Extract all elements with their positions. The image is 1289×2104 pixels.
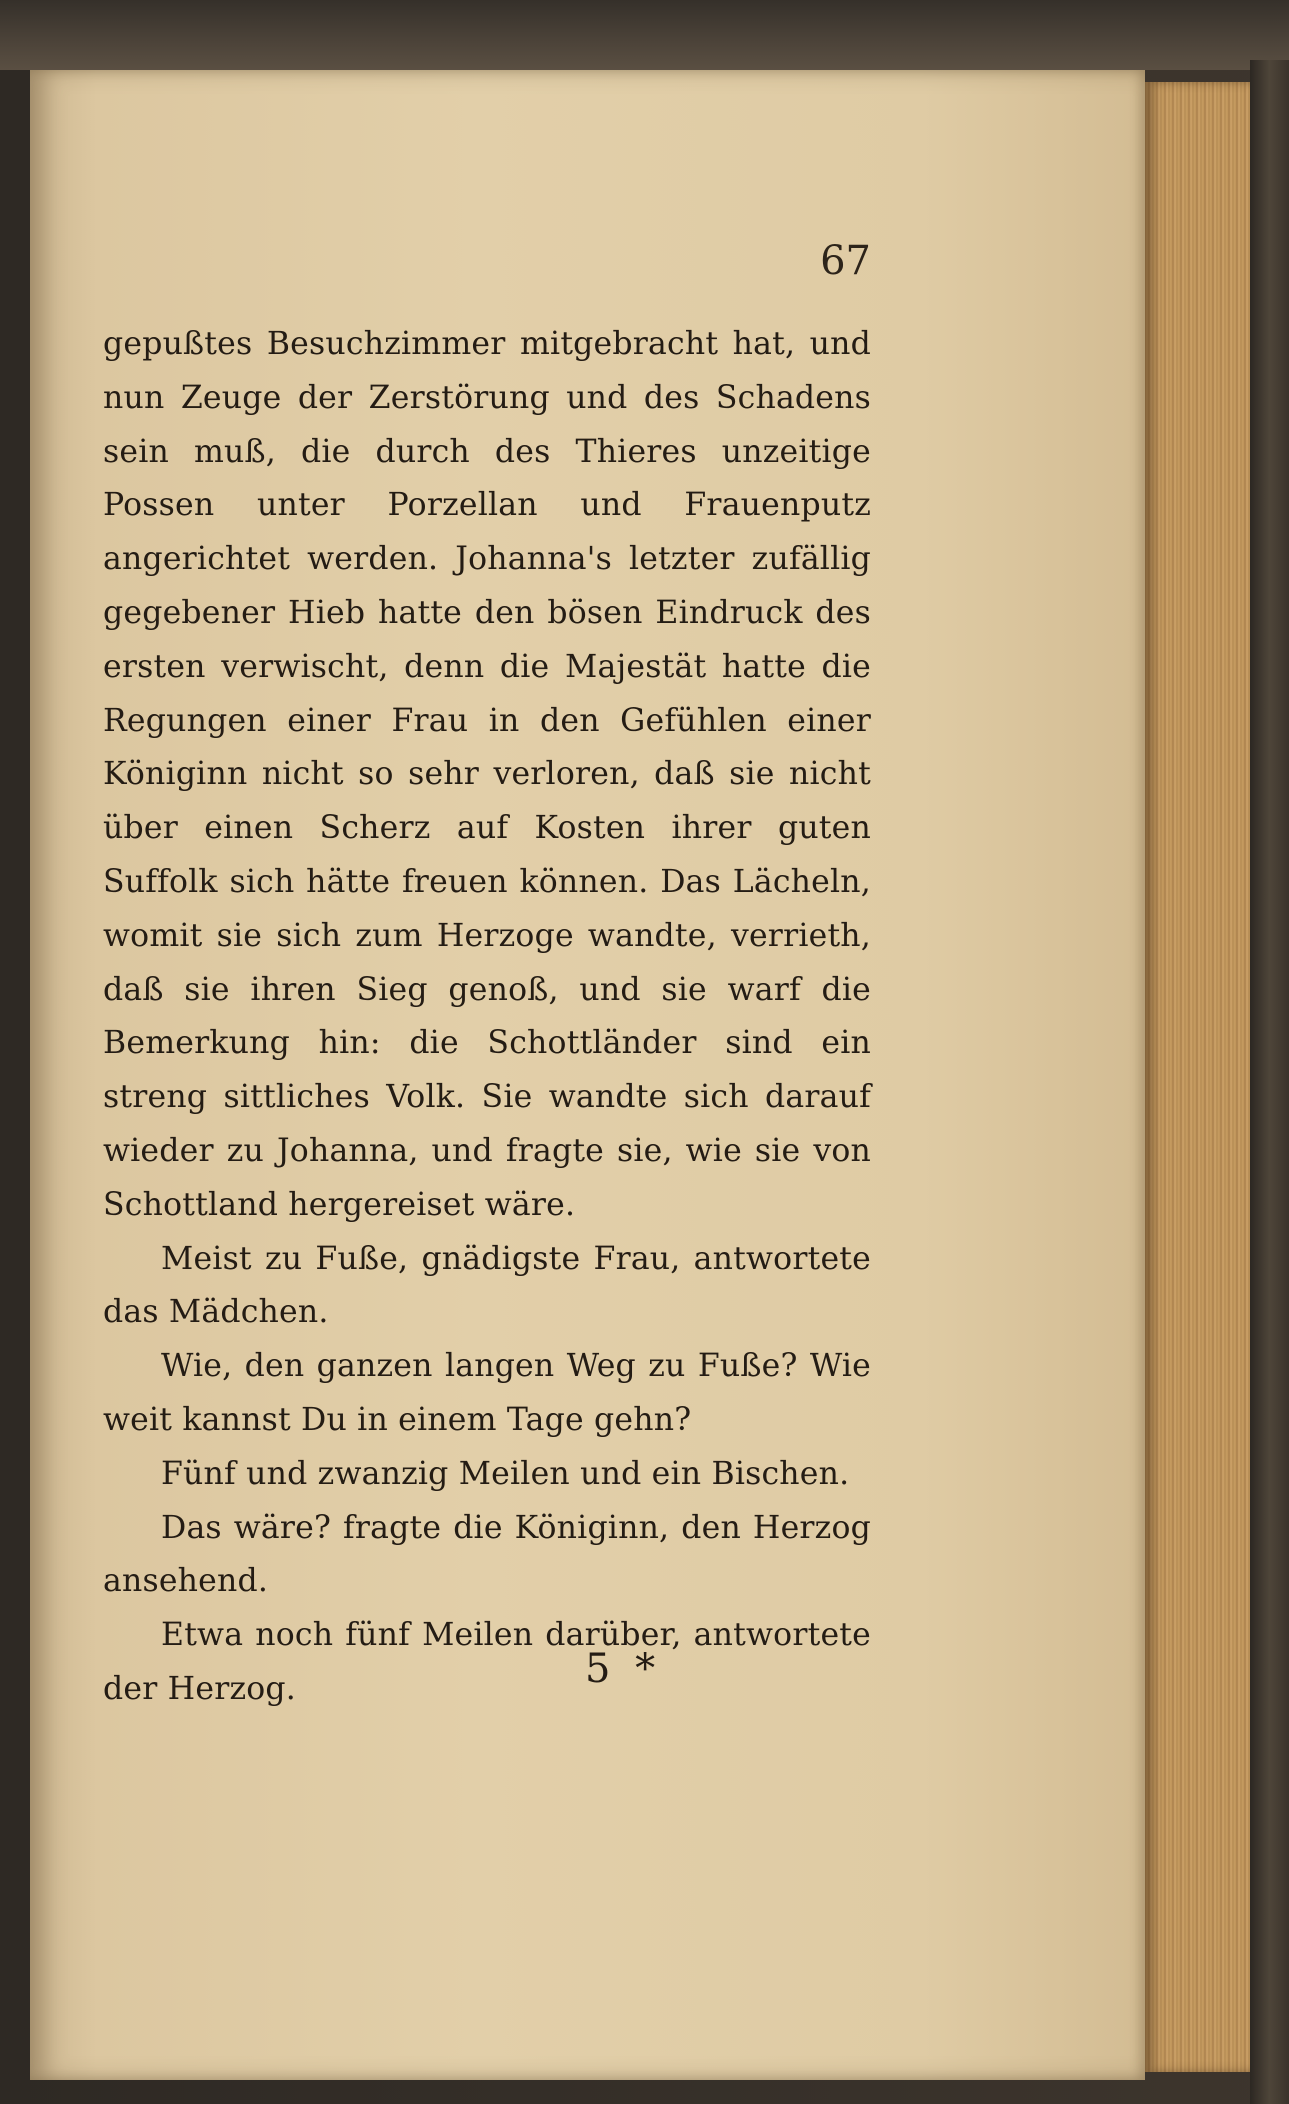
paragraph: gepußtes Besuchzimmer mitgebracht hat, und nun Zeuge der Zerstörung und des Schadens sein muß, die durch des Thieres unzeitige Possen unter Porzellan und Frauenputz angerichtet werden. Johanna's letzter zufällig gegebener Hieb hatte den bösen Eindruck des ersten verwischt, denn die Majestät hatte die Regungen einer Frau in den Gefühlen einer Königinn nicht so sehr verloren, daß sie nicht über einen Scherz auf Kosten ihrer guten Suffolk sich hätte freuen können. Das Lächeln, womit sie sich zum Herzoge wandte, verrieth, daß sie ihren Sieg genoß, und sie warf die Bemerkung hin: die Schottländer sind ein streng sittliches Volk. Sie wandte sich darauf wieder zu Johanna, und fragte sie, wie sie von Schottland hergereiset wäre. — [103, 326, 871, 1223]
printer-signature-mark: 5 * — [585, 1646, 662, 1692]
book-cover-edge — [0, 0, 1289, 70]
page-edges — [1145, 82, 1250, 2072]
paragraph: Meist zu Fuße, gnädigste Frau, antwortete das Mädchen. — [103, 1240, 871, 1331]
paragraph: Etwa noch fünf Meilen darüber, antwortete der Herzog. — [103, 1617, 871, 1707]
book-cover-right — [1250, 60, 1289, 2104]
paragraph: Fünf und zwanzig Meilen und ein Bischen. — [161, 1455, 850, 1492]
page-number: 67 — [820, 238, 871, 284]
paragraph: Das wäre? fragte die Königinn, den Herzog ansehend. — [103, 1509, 871, 1600]
paragraph: Wie, den ganzen langen Weg zu Fuße? Wie weit kannst Du in einem Tage gehn? — [103, 1348, 871, 1438]
body-text — [103, 318, 871, 1717]
